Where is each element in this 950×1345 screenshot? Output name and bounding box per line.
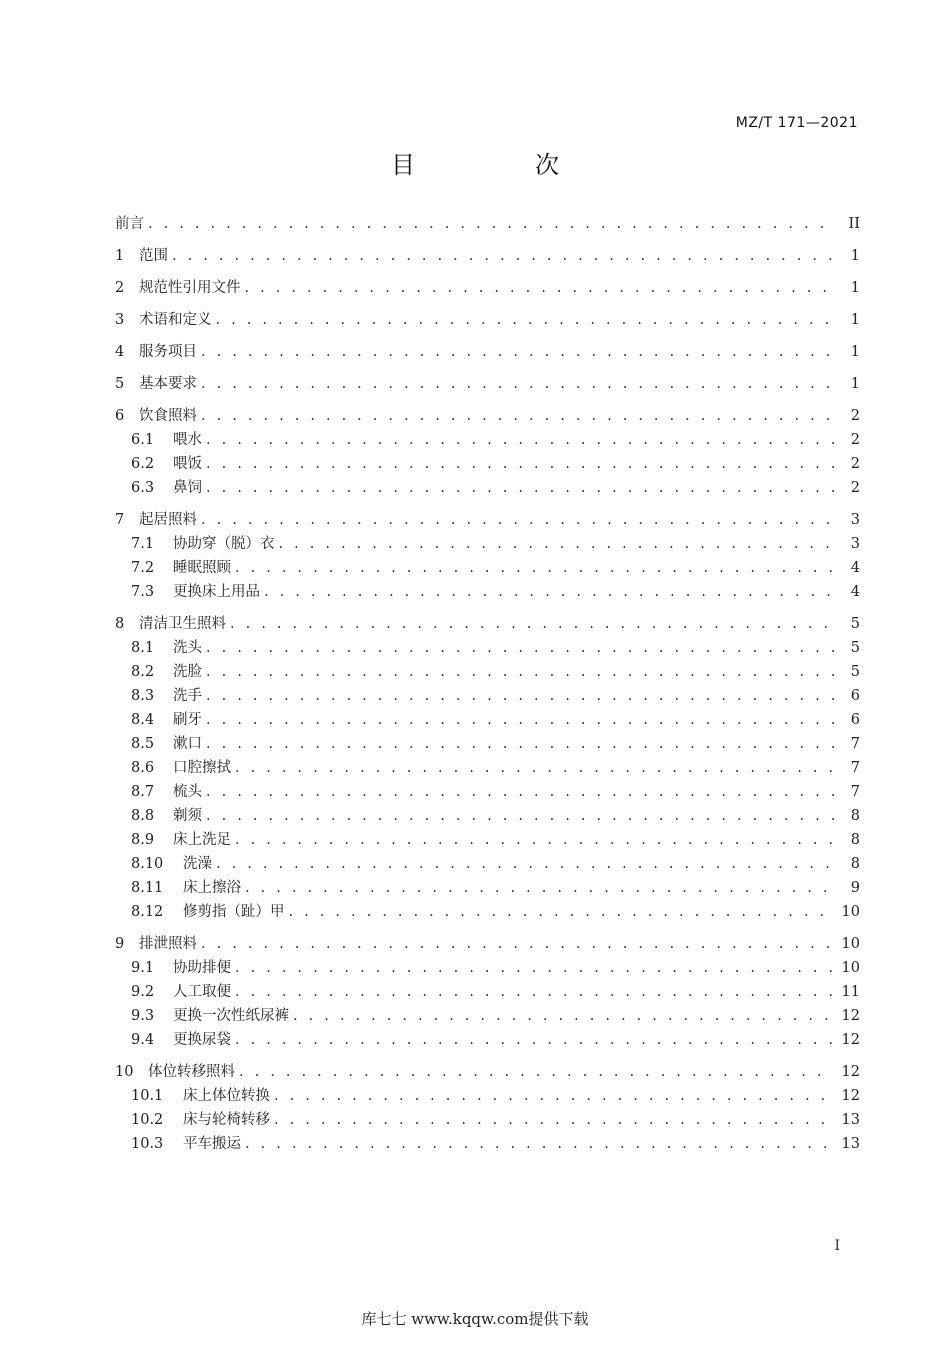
toc-entry-page: 13 [841, 1112, 860, 1128]
toc-entry-number: 4 [115, 344, 125, 360]
toc-entry[interactable] [115, 612, 860, 636]
toc-entry-label: 饮食照料 [139, 408, 197, 424]
toc-entry[interactable] [115, 404, 860, 428]
toc-entry-page: 7 [850, 760, 860, 776]
toc-subentry[interactable] [115, 828, 860, 852]
toc-entry-label: 更换尿袋 [173, 1032, 231, 1048]
toc-subentry[interactable] [115, 636, 860, 660]
toc-entry-page: 2 [850, 408, 860, 424]
toc-entry-number: 8.9 [131, 832, 155, 848]
toc-entry-label: 起居照料 [139, 512, 197, 528]
toc-subentry[interactable] [115, 580, 860, 604]
toc-subentry[interactable] [115, 756, 860, 780]
toc-entry-page: 12 [841, 1064, 860, 1080]
toc-entry-page: 9 [850, 880, 860, 896]
toc-entry-number: 7.2 [131, 560, 155, 576]
toc-entry-label: 刷牙 [173, 712, 202, 728]
toc-entry-number: 5 [115, 376, 125, 392]
download-watermark: 库七七 www.kqqw.com提供下载 [361, 1310, 589, 1328]
toc-entry-page: 4 [850, 560, 860, 576]
toc-dot-leader [216, 312, 835, 328]
toc-dot-leader [206, 456, 834, 472]
toc-subentry[interactable] [115, 876, 860, 900]
toc-entry-number: 8.10 [131, 856, 164, 872]
toc-subentry[interactable] [115, 1004, 860, 1028]
toc-entry-number: 10 [115, 1064, 134, 1080]
toc-entry-number: 8.2 [131, 664, 155, 680]
toc-subentry[interactable] [115, 428, 860, 452]
toc-entry-page: 5 [850, 664, 860, 680]
toc-dot-leader [206, 712, 834, 728]
toc-dot-leader [245, 1136, 834, 1152]
toc-entry-page: 10 [841, 936, 860, 952]
toc-entry-label: 协助排便 [173, 960, 231, 976]
toc-entry-page: 10 [841, 904, 860, 920]
toc-subentry[interactable] [115, 452, 860, 476]
toc-entry-number: 8 [115, 616, 125, 632]
toc-subentry[interactable] [115, 732, 860, 756]
toc-dot-leader [235, 760, 834, 776]
toc-subentry[interactable] [115, 1084, 860, 1108]
toc-entry-label: 洗脸 [173, 664, 202, 680]
toc-entry-number: 8.7 [131, 784, 155, 800]
toc-entry-number: 8.11 [131, 880, 164, 896]
toc-entry-page: 13 [841, 1136, 860, 1152]
toc-dot-leader [201, 344, 834, 360]
toc-entry-label: 洗澡 [183, 856, 212, 872]
toc-dot-leader [206, 480, 834, 496]
toc-entry-label: 前言 [115, 216, 144, 232]
toc-subentry[interactable] [115, 980, 860, 1004]
toc-entry-label: 平车搬运 [183, 1136, 241, 1152]
toc-entry-label: 剃须 [173, 808, 202, 824]
toc-dot-leader [172, 248, 834, 264]
toc-entry[interactable] [115, 340, 860, 364]
toc-entry-page: 5 [850, 640, 860, 656]
toc-entry-page: 1 [850, 280, 860, 296]
toc-entry-label: 协助穿（脱）衣 [173, 536, 275, 552]
toc-entry-label: 鼻饲 [173, 480, 202, 496]
toc-entry-label: 人工取便 [173, 984, 231, 1000]
toc-subentry[interactable] [115, 660, 860, 684]
toc-entry-number: 10.3 [131, 1136, 164, 1152]
toc-entry-page: 8 [850, 808, 860, 824]
toc-entry-page: 1 [850, 344, 860, 360]
toc-dot-leader [201, 376, 834, 392]
toc-entry-page: 7 [850, 736, 860, 752]
toc-entry[interactable] [115, 508, 860, 532]
toc-subentry[interactable] [115, 1132, 860, 1156]
toc-subentry[interactable] [115, 708, 860, 732]
toc-entry-number: 9.3 [131, 1008, 155, 1024]
toc-entry-page: 3 [850, 536, 860, 552]
toc-entry-page: 7 [850, 784, 860, 800]
page-title: 目 次 [391, 151, 607, 179]
toc-dot-leader [230, 616, 834, 632]
toc-subentry[interactable] [115, 532, 860, 556]
toc-entry-label: 洗头 [173, 640, 202, 656]
toc-subentry[interactable] [115, 1028, 860, 1052]
toc-entry[interactable] [115, 244, 860, 268]
toc-entry-number: 10.2 [131, 1112, 164, 1128]
toc-entry-page: 6 [850, 712, 860, 728]
toc-dot-leader [293, 1008, 834, 1024]
toc-entry[interactable] [115, 932, 860, 956]
toc-entry-page: 10 [841, 960, 860, 976]
toc-subentry[interactable] [115, 1108, 860, 1132]
toc-dot-leader [201, 408, 834, 424]
toc-dot-leader [206, 808, 834, 824]
table-of-contents [115, 212, 860, 1156]
toc-entry[interactable] [115, 372, 860, 396]
toc-entry-label: 体位转移照料 [148, 1064, 235, 1080]
toc-entry-label: 基本要求 [139, 376, 197, 392]
toc-dot-leader [274, 1112, 834, 1128]
toc-dot-leader [235, 960, 834, 976]
toc-dot-leader [206, 736, 834, 752]
toc-dot-leader [274, 1088, 834, 1104]
toc-entry-page: 1 [850, 248, 860, 264]
toc-entry-number: 8.12 [131, 904, 164, 920]
toc-dot-leader [206, 432, 834, 448]
toc-entry-page: 1 [850, 312, 860, 328]
toc-entry-number: 6.2 [131, 456, 155, 472]
toc-entry-label: 更换床上用品 [173, 584, 260, 600]
toc-entry-label: 术语和定义 [139, 312, 212, 328]
toc-entry-page: 6 [850, 688, 860, 704]
toc-subentry[interactable] [115, 900, 860, 924]
toc-entry-number: 8.6 [131, 760, 155, 776]
toc-entry-label: 洗手 [173, 688, 202, 704]
toc-dot-leader [235, 832, 834, 848]
toc-entry-number: 2 [115, 280, 125, 296]
toc-entry-label: 修剪指（趾）甲 [183, 904, 285, 920]
toc-entry-number: 6 [115, 408, 125, 424]
toc-entry-label: 床上擦浴 [183, 880, 241, 896]
toc-entry-label: 范围 [139, 248, 168, 264]
toc-entry-number: 8.5 [131, 736, 155, 752]
toc-entry-page: 11 [841, 984, 860, 1000]
toc-dot-leader [289, 904, 835, 920]
toc-entry-page: 2 [850, 432, 860, 448]
standard-code: MZ/T 171—2021 [735, 115, 858, 131]
toc-dot-leader [206, 688, 834, 704]
toc-subentry[interactable] [115, 956, 860, 980]
toc-entry-number: 7.1 [131, 536, 155, 552]
toc-entry-label: 规范性引用文件 [139, 280, 241, 296]
toc-dot-leader [201, 512, 834, 528]
toc-entry[interactable] [115, 276, 860, 300]
toc-entry-number: 7.3 [131, 584, 155, 600]
toc-entry-number: 9.2 [131, 984, 155, 1000]
toc-dot-leader [206, 640, 834, 656]
toc-dot-leader [235, 984, 834, 1000]
toc-entry-page: 5 [850, 616, 860, 632]
toc-entry-page: 1 [850, 376, 860, 392]
toc-entry-number: 10.1 [131, 1088, 164, 1104]
toc-dot-leader [264, 584, 834, 600]
toc-entry-label: 排泄照料 [139, 936, 197, 952]
toc-entry-page: 8 [850, 856, 860, 872]
toc-entry-page: 12 [841, 1008, 860, 1024]
toc-entry[interactable] [115, 1060, 860, 1084]
toc-entry-page: 2 [850, 456, 860, 472]
toc-entry-number: 8.1 [131, 640, 155, 656]
toc-entry-number: 8.4 [131, 712, 155, 728]
toc-entry-label: 床上体位转换 [183, 1088, 270, 1104]
toc-dot-leader [235, 1032, 834, 1048]
toc-subentry[interactable] [115, 852, 860, 876]
toc-dot-leader [148, 216, 834, 232]
toc-dot-leader [239, 1064, 834, 1080]
toc-entry-number: 9 [115, 936, 125, 952]
toc-entry-number: 9.4 [131, 1032, 155, 1048]
toc-entry-label: 喂水 [173, 432, 202, 448]
toc-entry-label: 更换一次性纸尿裤 [173, 1008, 289, 1024]
toc-dot-leader [235, 560, 834, 576]
page-number: I [834, 1238, 840, 1254]
toc-subentry[interactable] [115, 804, 860, 828]
toc-dot-leader [216, 856, 834, 872]
toc-subentry[interactable] [115, 780, 860, 804]
toc-entry-label: 梳头 [173, 784, 202, 800]
toc-entry-number: 8.8 [131, 808, 155, 824]
toc-entry-label: 床与轮椅转移 [183, 1112, 270, 1128]
toc-dot-leader [245, 280, 835, 296]
toc-entry-label: 喂饭 [173, 456, 202, 472]
toc-entry-number: 6.3 [131, 480, 155, 496]
toc-entry-page: 12 [841, 1088, 860, 1104]
toc-dot-leader [206, 784, 834, 800]
toc-dot-leader [206, 664, 834, 680]
toc-subentry[interactable] [115, 684, 860, 708]
toc-entry-number: 3 [115, 312, 125, 328]
toc-entry-label: 睡眠照顾 [173, 560, 231, 576]
toc-entry-page: 12 [841, 1032, 860, 1048]
toc-entry-page: 4 [850, 584, 860, 600]
toc-dot-leader [279, 536, 835, 552]
toc-entry-page: 3 [850, 512, 860, 528]
toc-subentry[interactable] [115, 556, 860, 580]
toc-entry-number: 6.1 [131, 432, 155, 448]
toc-entry-label: 清洁卫生照料 [139, 616, 226, 632]
toc-entry-label: 漱口 [173, 736, 202, 752]
toc-entry-page: 2 [850, 480, 860, 496]
toc-entry[interactable] [115, 308, 860, 332]
toc-entry-page: 8 [850, 832, 860, 848]
toc-entry-number: 1 [115, 248, 125, 264]
toc-entry-label: 口腔擦拭 [173, 760, 231, 776]
toc-entry-label: 服务项目 [139, 344, 197, 360]
toc-subentry[interactable] [115, 476, 860, 500]
toc-entry-page: II [848, 216, 860, 232]
toc-dot-leader [245, 880, 834, 896]
toc-entry-number: 8.3 [131, 688, 155, 704]
toc-entry-number: 7 [115, 512, 125, 528]
toc-dot-leader [201, 936, 834, 952]
toc-entry-number: 9.1 [131, 960, 155, 976]
toc-entry-label: 床上洗足 [173, 832, 231, 848]
toc-entry[interactable] [115, 212, 860, 236]
